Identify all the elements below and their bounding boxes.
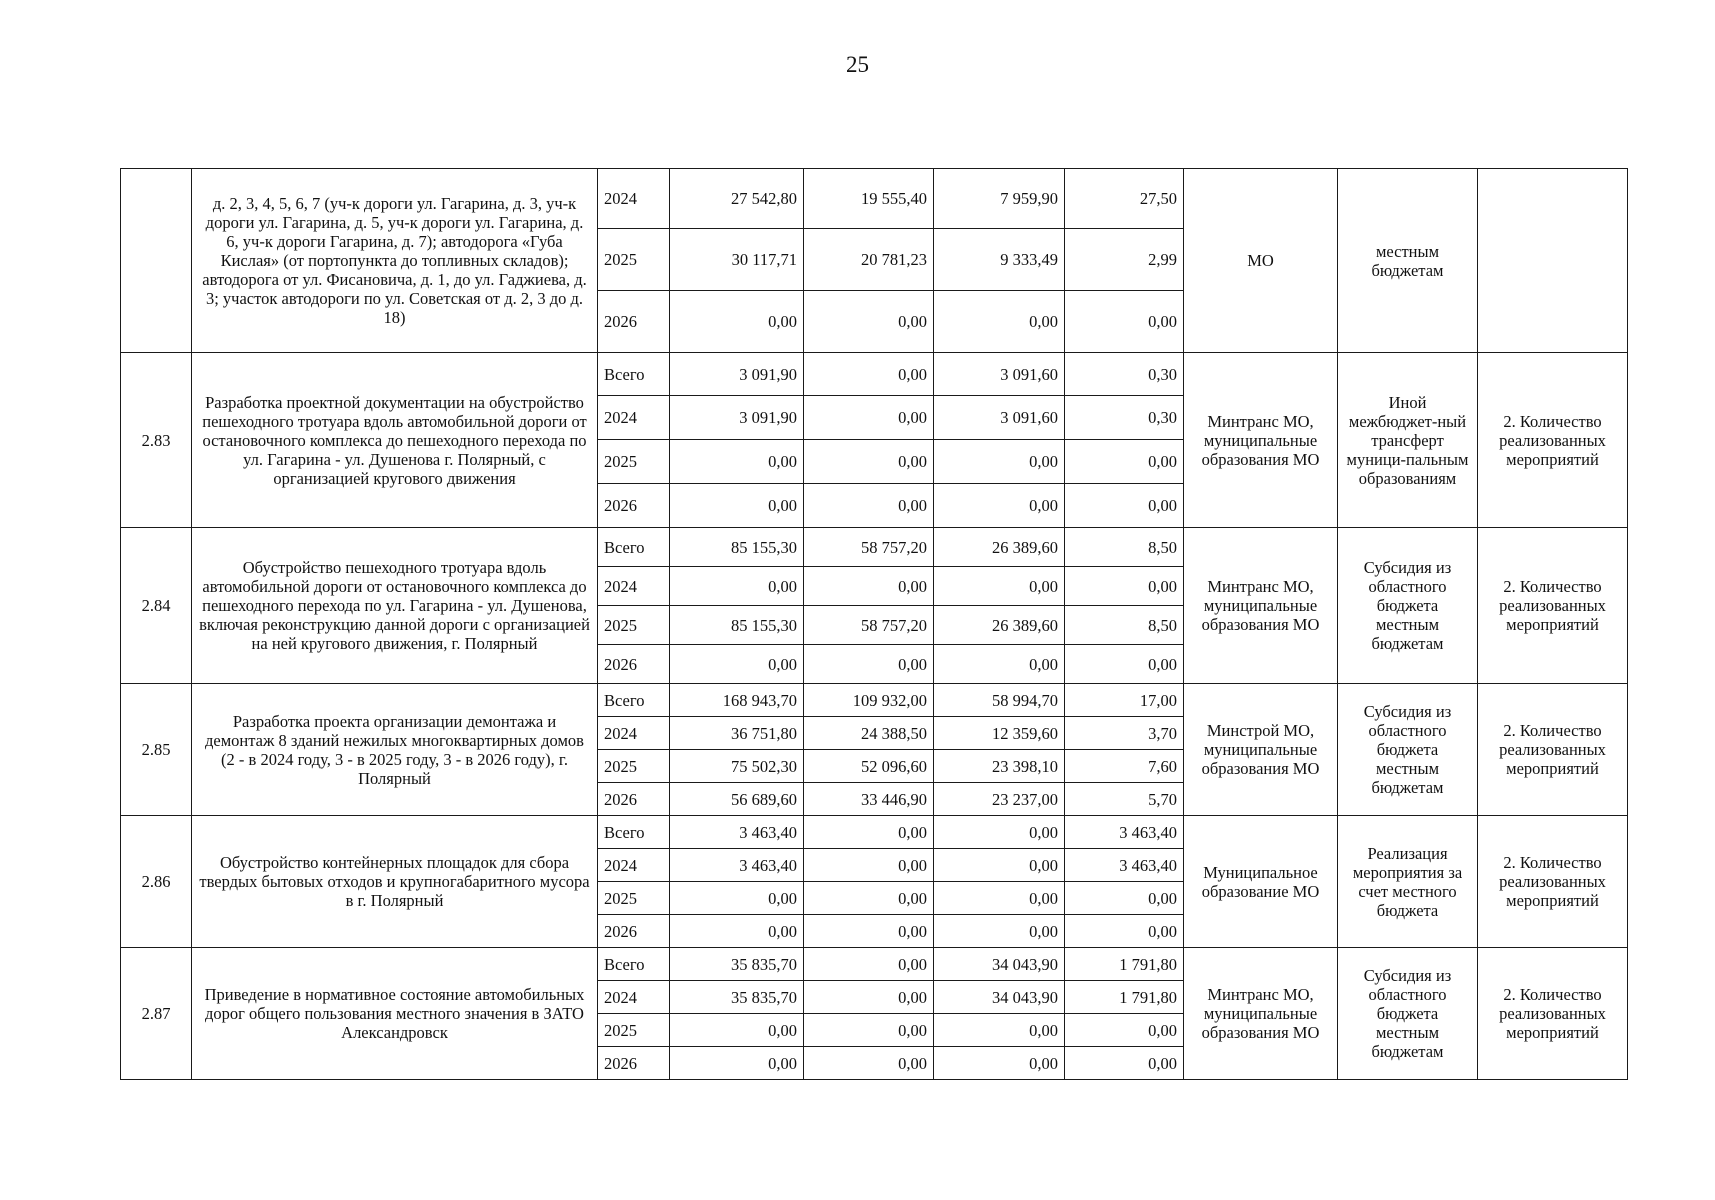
amount-federal: 20 781,23 xyxy=(804,229,934,291)
amount-federal: 0,00 xyxy=(804,567,934,606)
amount-regional: 9 333,49 xyxy=(934,229,1065,291)
result-indicator-cell xyxy=(1478,169,1628,353)
item-name: Разработка проектной документации на обустройство пешеходного тротуара вдоль автомобильной дороги от остановочного комплекса до пешеходного перехода по ул. Гагарина - ул. Душенова г. Полярный, с организацией кругового движения xyxy=(192,353,598,528)
year-cell: 2026 xyxy=(598,915,670,948)
amount-total: 3 463,40 xyxy=(670,849,804,882)
amount-local: 3 463,40 xyxy=(1065,816,1184,849)
year-cell: 2025 xyxy=(598,882,670,915)
year-cell: 2025 xyxy=(598,229,670,291)
amount-local: 3 463,40 xyxy=(1065,849,1184,882)
amount-local: 3,70 xyxy=(1065,717,1184,750)
item-name: Обустройство контейнерных площадок для сбора твердых бытовых отходов и крупногабаритного мусора в г. Полярный xyxy=(192,816,598,948)
amount-regional: 0,00 xyxy=(934,484,1065,528)
amount-total: 3 091,90 xyxy=(670,396,804,440)
table-row xyxy=(121,353,1628,396)
amount-total: 27 542,80 xyxy=(670,169,804,229)
amount-local: 0,30 xyxy=(1065,353,1184,396)
amount-local: 0,00 xyxy=(1065,1014,1184,1047)
funding-source-cell: местным бюджетам xyxy=(1338,169,1478,353)
amount-local: 17,00 xyxy=(1065,684,1184,717)
amount-total: 85 155,30 xyxy=(670,528,804,567)
amount-regional: 58 994,70 xyxy=(934,684,1065,717)
amount-total: 0,00 xyxy=(670,484,804,528)
amount-local: 8,50 xyxy=(1065,606,1184,645)
amount-local: 0,00 xyxy=(1065,1047,1184,1080)
amount-local: 0,00 xyxy=(1065,915,1184,948)
amount-federal: 33 446,90 xyxy=(804,783,934,816)
amount-local: 0,00 xyxy=(1065,567,1184,606)
amount-local: 1 791,80 xyxy=(1065,948,1184,981)
amount-regional: 23 398,10 xyxy=(934,750,1065,783)
item-number: 2.86 xyxy=(121,816,192,948)
amount-total: 30 117,71 xyxy=(670,229,804,291)
table-row xyxy=(121,948,1628,981)
amount-local: 8,50 xyxy=(1065,528,1184,567)
funding-source-cell: Субсидия из областного бюджета местным бюджетам xyxy=(1338,684,1478,816)
amount-federal: 0,00 xyxy=(804,882,934,915)
amount-local: 0,30 xyxy=(1065,396,1184,440)
amount-regional: 26 389,60 xyxy=(934,606,1065,645)
amount-federal: 58 757,20 xyxy=(804,606,934,645)
year-cell: 2026 xyxy=(598,783,670,816)
year-cell: 2024 xyxy=(598,981,670,1014)
amount-total: 0,00 xyxy=(670,1047,804,1080)
table-row xyxy=(121,684,1628,717)
amount-regional: 34 043,90 xyxy=(934,981,1065,1014)
table-row xyxy=(121,816,1628,849)
item-number: 2.85 xyxy=(121,684,192,816)
year-cell: 2024 xyxy=(598,717,670,750)
amount-federal: 19 555,40 xyxy=(804,169,934,229)
executor-cell: Минтранс МО, муниципальные образования МО xyxy=(1184,528,1338,684)
year-cell: 2024 xyxy=(598,849,670,882)
amount-total: 35 835,70 xyxy=(670,948,804,981)
amount-total: 0,00 xyxy=(670,291,804,353)
amount-local: 0,00 xyxy=(1065,645,1184,684)
amount-local: 1 791,80 xyxy=(1065,981,1184,1014)
amount-total: 75 502,30 xyxy=(670,750,804,783)
amount-local: 0,00 xyxy=(1065,882,1184,915)
item-number: 2.83 xyxy=(121,353,192,528)
amount-total: 0,00 xyxy=(670,1014,804,1047)
amount-federal: 0,00 xyxy=(804,353,934,396)
funding-source-cell: Иной межбюджет-ный трансферт муници-пальным образованиям xyxy=(1338,353,1478,528)
year-cell: Всего xyxy=(598,816,670,849)
amount-federal: 0,00 xyxy=(804,645,934,684)
executor-cell: Минтранс МО, муниципальные образования МО xyxy=(1184,948,1338,1080)
amount-total: 168 943,70 xyxy=(670,684,804,717)
year-cell: Всего xyxy=(598,684,670,717)
executor-cell: МО xyxy=(1184,169,1338,353)
amount-total: 36 751,80 xyxy=(670,717,804,750)
year-cell: Всего xyxy=(598,528,670,567)
amount-regional: 0,00 xyxy=(934,816,1065,849)
amount-total: 0,00 xyxy=(670,915,804,948)
executor-cell: Минстрой МО, муниципальные образования МО xyxy=(1184,684,1338,816)
amount-regional: 12 359,60 xyxy=(934,717,1065,750)
amount-regional: 0,00 xyxy=(934,645,1065,684)
item-number xyxy=(121,169,192,353)
amount-regional: 3 091,60 xyxy=(934,353,1065,396)
year-cell: 2025 xyxy=(598,750,670,783)
amount-total: 0,00 xyxy=(670,882,804,915)
amount-local: 2,99 xyxy=(1065,229,1184,291)
funding-source-cell: Субсидия из областного бюджета местным бюджетам xyxy=(1338,528,1478,684)
amount-federal: 0,00 xyxy=(804,484,934,528)
item-number: 2.84 xyxy=(121,528,192,684)
item-name: Обустройство пешеходного тротуара вдоль автомобильной дороги от остановочного комплекса до пешеходного перехода по ул. Гагарина - ул. Душенова, включая реконструкцию данной дороги с организацией на ней кругового движения, г. Полярный xyxy=(192,528,598,684)
amount-total: 35 835,70 xyxy=(670,981,804,1014)
amount-regional: 34 043,90 xyxy=(934,948,1065,981)
result-indicator-cell: 2. Количество реализованных мероприятий xyxy=(1478,816,1628,948)
amount-regional: 23 237,00 xyxy=(934,783,1065,816)
amount-total: 85 155,30 xyxy=(670,606,804,645)
amount-regional: 0,00 xyxy=(934,440,1065,484)
amount-federal: 0,00 xyxy=(804,1014,934,1047)
executor-cell: Муниципальное образование МО xyxy=(1184,816,1338,948)
year-cell: 2024 xyxy=(598,567,670,606)
year-cell: 2025 xyxy=(598,440,670,484)
budget-table xyxy=(120,168,1628,1080)
item-name: Разработка проекта организации демонтажа и демонтаж 8 зданий нежилых многоквартирных домов (2 - в 2024 году, 3 - в 2025 году, 3 - в 2026 году), г. Полярный xyxy=(192,684,598,816)
year-cell: 2026 xyxy=(598,1047,670,1080)
amount-regional: 26 389,60 xyxy=(934,528,1065,567)
page-number: 25 xyxy=(846,52,869,77)
item-number: 2.87 xyxy=(121,948,192,1080)
amount-regional: 7 959,90 xyxy=(934,169,1065,229)
amount-federal: 0,00 xyxy=(804,1047,934,1080)
year-cell: 2025 xyxy=(598,1014,670,1047)
amount-local: 0,00 xyxy=(1065,440,1184,484)
year-cell: 2024 xyxy=(598,169,670,229)
amount-federal: 0,00 xyxy=(804,849,934,882)
amount-total: 3 463,40 xyxy=(670,816,804,849)
item-name: Приведение в нормативное состояние автомобильных дорог общего пользования местного значения в ЗАТО Александровск xyxy=(192,948,598,1080)
amount-regional: 0,00 xyxy=(934,1047,1065,1080)
result-indicator-cell: 2. Количество реализованных мероприятий xyxy=(1478,528,1628,684)
amount-federal: 0,00 xyxy=(804,440,934,484)
result-indicator-cell: 2. Количество реализованных мероприятий xyxy=(1478,684,1628,816)
amount-regional: 0,00 xyxy=(934,291,1065,353)
budget-table-body xyxy=(121,169,1628,1080)
result-indicator-cell: 2. Количество реализованных мероприятий xyxy=(1478,948,1628,1080)
amount-federal: 0,00 xyxy=(804,915,934,948)
year-cell: 2026 xyxy=(598,484,670,528)
table-row xyxy=(121,169,1628,229)
year-cell: Всего xyxy=(598,948,670,981)
amount-regional: 0,00 xyxy=(934,915,1065,948)
amount-local: 27,50 xyxy=(1065,169,1184,229)
amount-total: 0,00 xyxy=(670,567,804,606)
amount-regional: 0,00 xyxy=(934,849,1065,882)
amount-federal: 0,00 xyxy=(804,396,934,440)
amount-federal: 0,00 xyxy=(804,948,934,981)
year-cell: 2024 xyxy=(598,396,670,440)
amount-regional: 0,00 xyxy=(934,567,1065,606)
year-cell: Всего xyxy=(598,353,670,396)
amount-total: 3 091,90 xyxy=(670,353,804,396)
amount-federal: 0,00 xyxy=(804,291,934,353)
amount-federal: 0,00 xyxy=(804,816,934,849)
amount-federal: 52 096,60 xyxy=(804,750,934,783)
amount-local: 0,00 xyxy=(1065,291,1184,353)
executor-cell: Минтранс МО, муниципальные образования МО xyxy=(1184,353,1338,528)
table-row xyxy=(121,528,1628,567)
amount-total: 0,00 xyxy=(670,645,804,684)
amount-local: 5,70 xyxy=(1065,783,1184,816)
amount-regional: 0,00 xyxy=(934,882,1065,915)
amount-regional: 0,00 xyxy=(934,1014,1065,1047)
amount-local: 7,60 xyxy=(1065,750,1184,783)
amount-local: 0,00 xyxy=(1065,484,1184,528)
funding-source-cell: Реализация мероприятия за счет местного бюджета xyxy=(1338,816,1478,948)
year-cell: 2026 xyxy=(598,291,670,353)
funding-source-cell: Субсидия из областного бюджета местным бюджетам xyxy=(1338,948,1478,1080)
amount-regional: 3 091,60 xyxy=(934,396,1065,440)
amount-total: 0,00 xyxy=(670,440,804,484)
amount-federal: 58 757,20 xyxy=(804,528,934,567)
year-cell: 2026 xyxy=(598,645,670,684)
result-indicator-cell: 2. Количество реализованных мероприятий xyxy=(1478,353,1628,528)
amount-federal: 0,00 xyxy=(804,981,934,1014)
item-name: д. 2, 3, 4, 5, 6, 7 (уч-к дороги ул. Гагарина, д. 3, уч-к дороги ул. Гагарина, д. 5, уч-к дороги ул. Гагарина, д. 6, уч-к дороги Гагарина, д. 7); автодорога «Губа Кислая» (от портопункта до топливных складов); автодорога от ул. Фисановича, д. 1, до ул. Гаджиева, д. 3; участок автодороги по ул. Советская от д. 2, 3 до д. 18) xyxy=(192,169,598,353)
amount-federal: 109 932,00 xyxy=(804,684,934,717)
year-cell: 2025 xyxy=(598,606,670,645)
amount-federal: 24 388,50 xyxy=(804,717,934,750)
amount-total: 56 689,60 xyxy=(670,783,804,816)
